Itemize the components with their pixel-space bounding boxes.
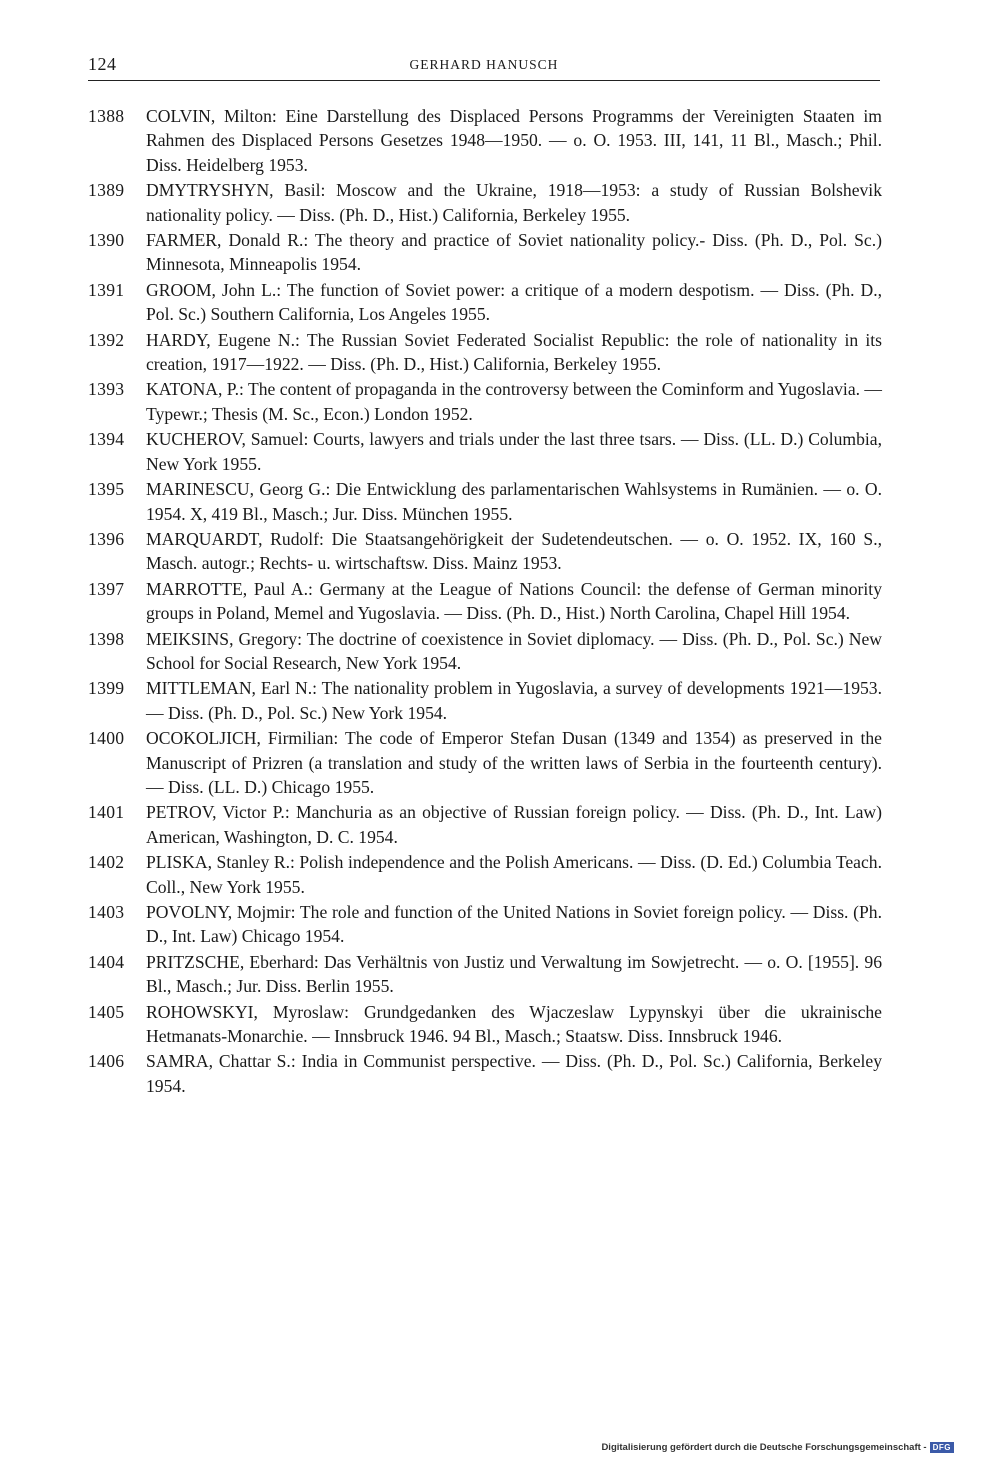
entry-text: DMYTRYSHYN, Basil: Moscow and the Ukraine, 1918—1953: a study of Russian Bolshevik nationality policy. — Diss. (Ph. D., Hist.) California, Berkeley 1955. [146,180,882,225]
entry-text: PRITZSCHE, Eberhard: Das Verhältnis von Justiz und Verwaltung im Sowjetrecht. — o. O. [1955]. 96 Bl., Masch.; Jur. Diss. Berlin 1955. [146,951,882,997]
entry-text: OCOKOLJICH, Firmilian: The code of Emperor Stefan Dusan (1349 and 1354) as preserved in the Manuscript of Prizren (a translation and study of the written laws of Serbia in the fourteenth century). — Diss. (LL. D.) Chicago 1955. [146,728,882,797]
credit-text: Digitalisierung gefördert durch die Deutsche Forschungsgemeinschaft - [601,1442,927,1453]
entry-number: 1397 [88,578,125,599]
entry-number: 1404 [88,951,125,972]
entry-text: COLVIN, Milton: Eine Darstellung des Displaced Persons Programms der Vereinigten Staaten im Rahmen des Displaced Persons Gesetzes 1948—1950. — o. O. 1953. III, 141, 11 Bl., Masch.; Phil. Diss. Heidelberg 1953. [146,106,882,175]
dfg-logo-icon: DFG [930,1442,954,1453]
bibliography-entry [88,850,882,899]
entry-text: SAMRA, Chattar S.: India in Communist perspective. — Diss. (Ph. D., Pol. Sc.) California, Berkeley 1954. [146,1051,882,1096]
entry-text: ROHOWSKYI, Myroslaw: Grundgedanken des Wjaczeslaw Lypynskyi über die ukrainische Hetmanats-Monarchie. — Innsbruck 1946. 94 Bl., Masch.; Staatsw. Diss. Innsbruck 1946. [146,1001,882,1047]
entry-text: KUCHEROV, Samuel: Courts, lawyers and trials under the last three tsars. — Diss. (LL. D.) Columbia, New York 1955. [146,429,882,474]
bibliography-entry [88,527,882,576]
bibliography-entry [88,950,882,999]
entry-number: 1389 [88,180,125,201]
entry-number: 1391 [88,279,125,300]
entry-text: MEIKSINS, Gregory: The doctrine of coexistence in Soviet diplomacy. — Diss. (Ph. D., Pol. Sc.) New School for Social Research, New York 1954. [146,628,882,673]
entry-text: PETROV, Victor P.: Manchuria as an objective of Russian foreign policy. — Diss. (Ph. D., Int. Law) American, Washington, D. C. 1954. [146,802,882,847]
bibliography-entry [88,1049,882,1098]
bibliography-entry [88,800,882,849]
entry-number: 1399 [88,678,125,699]
bibliography-entry [88,228,882,277]
entry-text: MARINESCU, Georg G.: Die Entwicklung des parlamentarischen Wahlsystems in Rumänien. — o. O. 1954. X, 419 Bl., Masch.; Jur. Diss. München 1955. [146,479,882,524]
bibliography-entry [88,577,882,626]
entry-text: GROOM, John L.: The function of Soviet power: a critique of a modern despotism. — Diss. (Ph. D., Pol. Sc.) Southern California, Los Angeles 1955. [146,279,882,325]
page-number: 124 [88,54,117,74]
bibliography-entry [88,178,882,227]
bibliography-entry [88,900,882,949]
entry-text: HARDY, Eugene N.: The Russian Soviet Federated Socialist Republic: the role of nationality in its creation, 1917—1922. — Diss. (Ph. D., Hist.) California, Berkeley 1955. [146,329,882,375]
bibliography-entry [88,1000,882,1049]
bibliography-entry [88,278,882,327]
bibliography-entry [88,328,882,377]
entry-number: 1400 [88,728,125,749]
entry-number: 1388 [88,106,125,126]
entry-text: MITTLEMAN, Earl N.: The nationality problem in Yugoslavia, a survey of developments 1921—1953. — Diss. (Ph. D., Pol. Sc.) New York 1954. [146,678,882,723]
bibliography-entry [88,726,882,799]
bibliography-entry [88,627,882,676]
entry-number: 1402 [88,852,125,873]
bibliography-entry [88,477,882,526]
entry-number: 1406 [88,1051,125,1072]
entry-number: 1394 [88,429,125,450]
bibliography-entry [88,377,882,426]
entry-number: 1403 [88,902,125,922]
entry-number: 1395 [88,479,125,500]
entry-text: FARMER, Donald R.: The theory and practice of Soviet nationality policy.- Diss. (Ph. D., Pol. Sc.) Minnesota, Minneapolis 1954. [146,230,882,275]
running-head: GERHARD HANUSCH [409,57,559,72]
entry-text: PLISKA, Stanley R.: Polish independence and the Polish Americans. — Diss. (D. Ed.) Columbia Teach. Coll., New York 1955. [146,852,882,897]
entry-text: KATONA, P.: The content of propaganda in the controversy between the Cominform and Yugoslavia. — Typewr.; Thesis (M. Sc., Econ.) London 1952. [146,379,883,424]
entry-text: MARQUARDT, Rudolf: Die Staatsangehörigkeit der Sudetendeutschen. — o. O. 1952. IX, 160 S., Masch. autogr.; Rechts- u. wirtschaftsw. Diss. Mainz 1953. [146,528,882,574]
entry-number: 1393 [88,379,125,400]
entry-number: 1396 [88,528,125,549]
entry-text: POVOLNY, Mojmir: The role and function of the United Nations in Soviet foreign policy. — Diss. (Ph. D., Int. Law) Chicago 1954. [146,902,882,947]
digitization-credit [601,1442,954,1453]
entry-number: 1401 [88,802,125,823]
entry-number: 1398 [88,628,125,649]
page-header [88,54,880,81]
entry-number: 1405 [88,1001,125,1022]
bibliography-entry [88,676,882,725]
entry-number: 1390 [88,230,125,251]
bibliography-list [88,104,882,1099]
entry-text: MARROTTE, Paul A.: Germany at the League of Nations Council: the defense of German minority groups in Poland, Memel and Yugoslavia. — Diss. (Ph. D., Hist.) North Carolina, Chapel Hill 1954. [146,578,882,624]
bibliography-entry [88,427,882,476]
bibliography-entry [88,104,882,177]
entry-number: 1392 [88,329,125,350]
